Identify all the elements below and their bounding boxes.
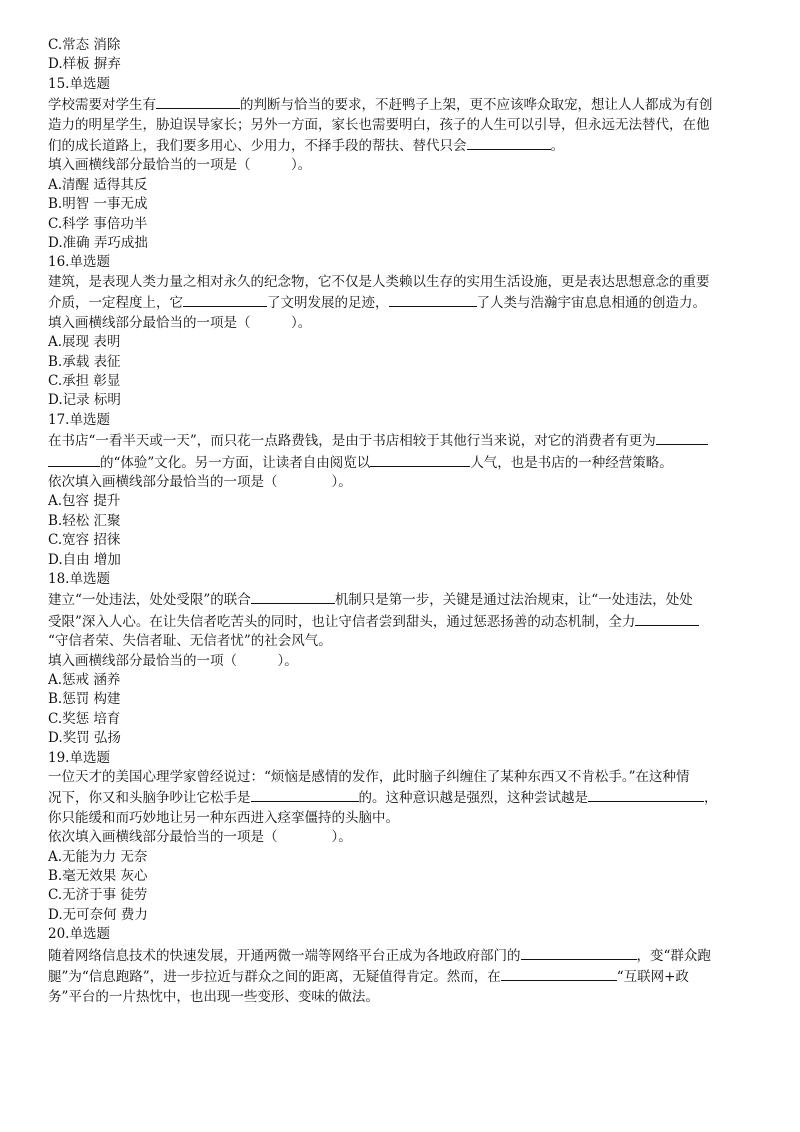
question-stem-line: [48, 116, 753, 135]
question-stem-line: [48, 787, 753, 808]
exam-document: [48, 36, 753, 1007]
stem-text: 的“体验”文化。另一方面，让读者自由阅览以: [100, 454, 371, 471]
option-item: C.无济于事 徒劳: [48, 887, 148, 904]
question-stem-line: [48, 273, 753, 292]
question-stem-line: [48, 768, 753, 787]
stem-text: 受限”深入人心。在让失信者吃苦头的同时，也让守信者尝到甜头，通过惩恶扬善的动态机制，全力: [48, 613, 636, 630]
question-stem-line: [48, 452, 753, 473]
stem-text: 了人类与浩瀚宇宙息息相通的创造力。: [476, 295, 706, 312]
option-item: D.自由 增加: [48, 551, 121, 568]
question-prompt: 填入画横线部分最恰当的一项（ ）。: [48, 652, 298, 669]
answer-blank: [48, 452, 100, 467]
question-block: [48, 411, 753, 570]
question-prompt: 填入画横线部分最恰当的一项是（ ）。: [48, 314, 312, 331]
question-stem-line: [48, 611, 753, 632]
answer-blank: [251, 589, 335, 604]
stem-text: 务”平台的一片热忱中，也出现一些变形、变味的做法。: [48, 988, 379, 1005]
option-item: D.记录 标明: [48, 392, 121, 409]
question-block: [48, 75, 753, 254]
question-header: 17.单选题: [48, 411, 110, 428]
answer-blank: [656, 430, 708, 445]
question-stem-line: [48, 292, 753, 313]
question-stem-line: [48, 430, 753, 451]
stem-text: 。: [550, 138, 564, 155]
question-prompt: 填入画横线部分最恰当的一项是（ ）。: [48, 157, 312, 174]
question-header: 15.单选题: [48, 75, 110, 92]
stem-text: 建筑，是表现人类力量之相对永久的纪念物，它不仅是人类赖以生存的实用生活设施，更是表达思想意念的重要: [48, 273, 710, 290]
answer-blank: [467, 135, 551, 150]
question-prompt: 依次填入画横线部分最恰当的一项是（ ）。: [48, 473, 352, 490]
option-item: D.样板 摒弃: [48, 56, 121, 73]
question-block: [48, 925, 753, 1007]
option-item: C.奖惩 培育: [48, 710, 121, 727]
option-item: C.常态 消除: [48, 37, 121, 53]
question-stem-line: [48, 589, 753, 610]
answer-blank: [501, 966, 617, 981]
option-item: B.毫无效果 灰心: [48, 868, 148, 885]
question-stem-line: [48, 966, 753, 987]
option-item: C.宽容 招徕: [48, 532, 121, 549]
stem-text: 建立“一处违法，处处受限”的联合: [48, 592, 251, 609]
option-item: A.惩戒 涵养: [48, 672, 121, 688]
stem-text: 的判断与恰当的要求，不赶鸭子上架，更不应该哗众取宠，想让人人都成为有创: [240, 97, 713, 114]
stem-text: 介质，一定程度上，它: [48, 295, 183, 312]
stem-text: ，变“群众跑: [636, 947, 711, 964]
stem-text: 你只能缓和而巧妙地让另一种东西进入痉挛僵持的头脑中。: [48, 809, 399, 826]
answer-blank: [635, 611, 699, 626]
answer-blank: [588, 787, 704, 802]
option-item: C.科学 事倍功半: [48, 215, 148, 232]
stem-text: 在书店“一看半天或一天”，而只花一点路费钱，是由于书店相较于其他行当来说，对它的消费者有更为: [48, 433, 656, 450]
option-item: D.无可奈何 费力: [48, 906, 148, 923]
question-stem-line: [48, 94, 753, 115]
answer-blank: [370, 452, 470, 467]
question-stem-line: [48, 135, 753, 156]
stem-text: 况下，你又和头脑争吵让它松手是: [48, 790, 251, 807]
stem-text: 机制只是第一步，关键是通过法治规束，让“一处违法，处处: [334, 592, 693, 609]
question-header: 18.单选题: [48, 570, 110, 587]
question-header: 19.单选题: [48, 749, 110, 766]
stem-text: ，: [704, 790, 718, 807]
answer-blank: [251, 787, 359, 802]
question-stem-line: [48, 988, 753, 1007]
option-item: D.奖罚 弘扬: [48, 730, 121, 747]
stem-text: 学校需要对学生有: [48, 97, 156, 114]
stem-text: 了文明发展的足迹，: [267, 295, 389, 312]
answer-blank: [521, 945, 637, 960]
question-stem-line: [48, 809, 753, 828]
stem-text: 随着网络信息技术的快速发展，开通两微一端等网络平台正成为各地政府部门的: [48, 947, 521, 964]
stem-text: 的。这种意识越是强烈，这种尝试越是: [358, 790, 588, 807]
question-block: [48, 253, 753, 410]
stem-text: 人气，也是书店的一种经营策略。: [470, 454, 673, 471]
answer-blank: [183, 292, 267, 307]
question-header: 16.单选题: [48, 254, 110, 271]
question-block: [48, 749, 753, 926]
option-item: C.承担 彰显: [48, 372, 121, 389]
question-block: [48, 570, 753, 749]
stem-text: “守信者荣、失信者耻、无信者忧”的社会风气。: [48, 633, 332, 650]
answer-blank: [389, 292, 477, 307]
question-prompt: 依次填入画横线部分最恰当的一项是（ ）。: [48, 829, 352, 846]
option-item: B.惩罚 构建: [48, 691, 121, 708]
option-item: A.无能为力 无奈: [48, 848, 148, 865]
stem-text: “互联网+政: [616, 969, 689, 986]
question-header: 20.单选题: [48, 926, 110, 943]
option-item: A.包容 提升: [48, 493, 121, 510]
question-stem-line: [48, 632, 753, 651]
stem-text: 一位天才的美国心理学家曾经说过：“烦恼是感情的发作，此时脑子纠缠住了某种东西又不肯松手。”在这种情: [48, 769, 690, 786]
option-item: A.展现 表明: [48, 334, 121, 351]
option-item: A.清醒 适得其反: [48, 176, 148, 193]
option-item: D.准确 弄巧成拙: [48, 235, 148, 252]
stem-text: 造力的明星学生，胁迫误导家长；另外一方面，家长也需要明白，孩子的人生可以引导，但永远无法替代，在他: [48, 116, 710, 133]
answer-blank: [156, 94, 240, 109]
option-item: B.轻松 汇聚: [48, 512, 121, 529]
question-stem-line: [48, 945, 753, 966]
option-item: B.明智 一事无成: [48, 196, 148, 213]
stem-text: 腿”为“信息跑路”，进一步拉近与群众之间的距离，无疑值得肯定。然而，在: [48, 969, 501, 986]
stem-text: 们的成长道路上，我们要多用心、少用力，不择手段的帮扶、替代只会: [48, 138, 467, 155]
option-item: B.承载 表征: [48, 353, 121, 370]
